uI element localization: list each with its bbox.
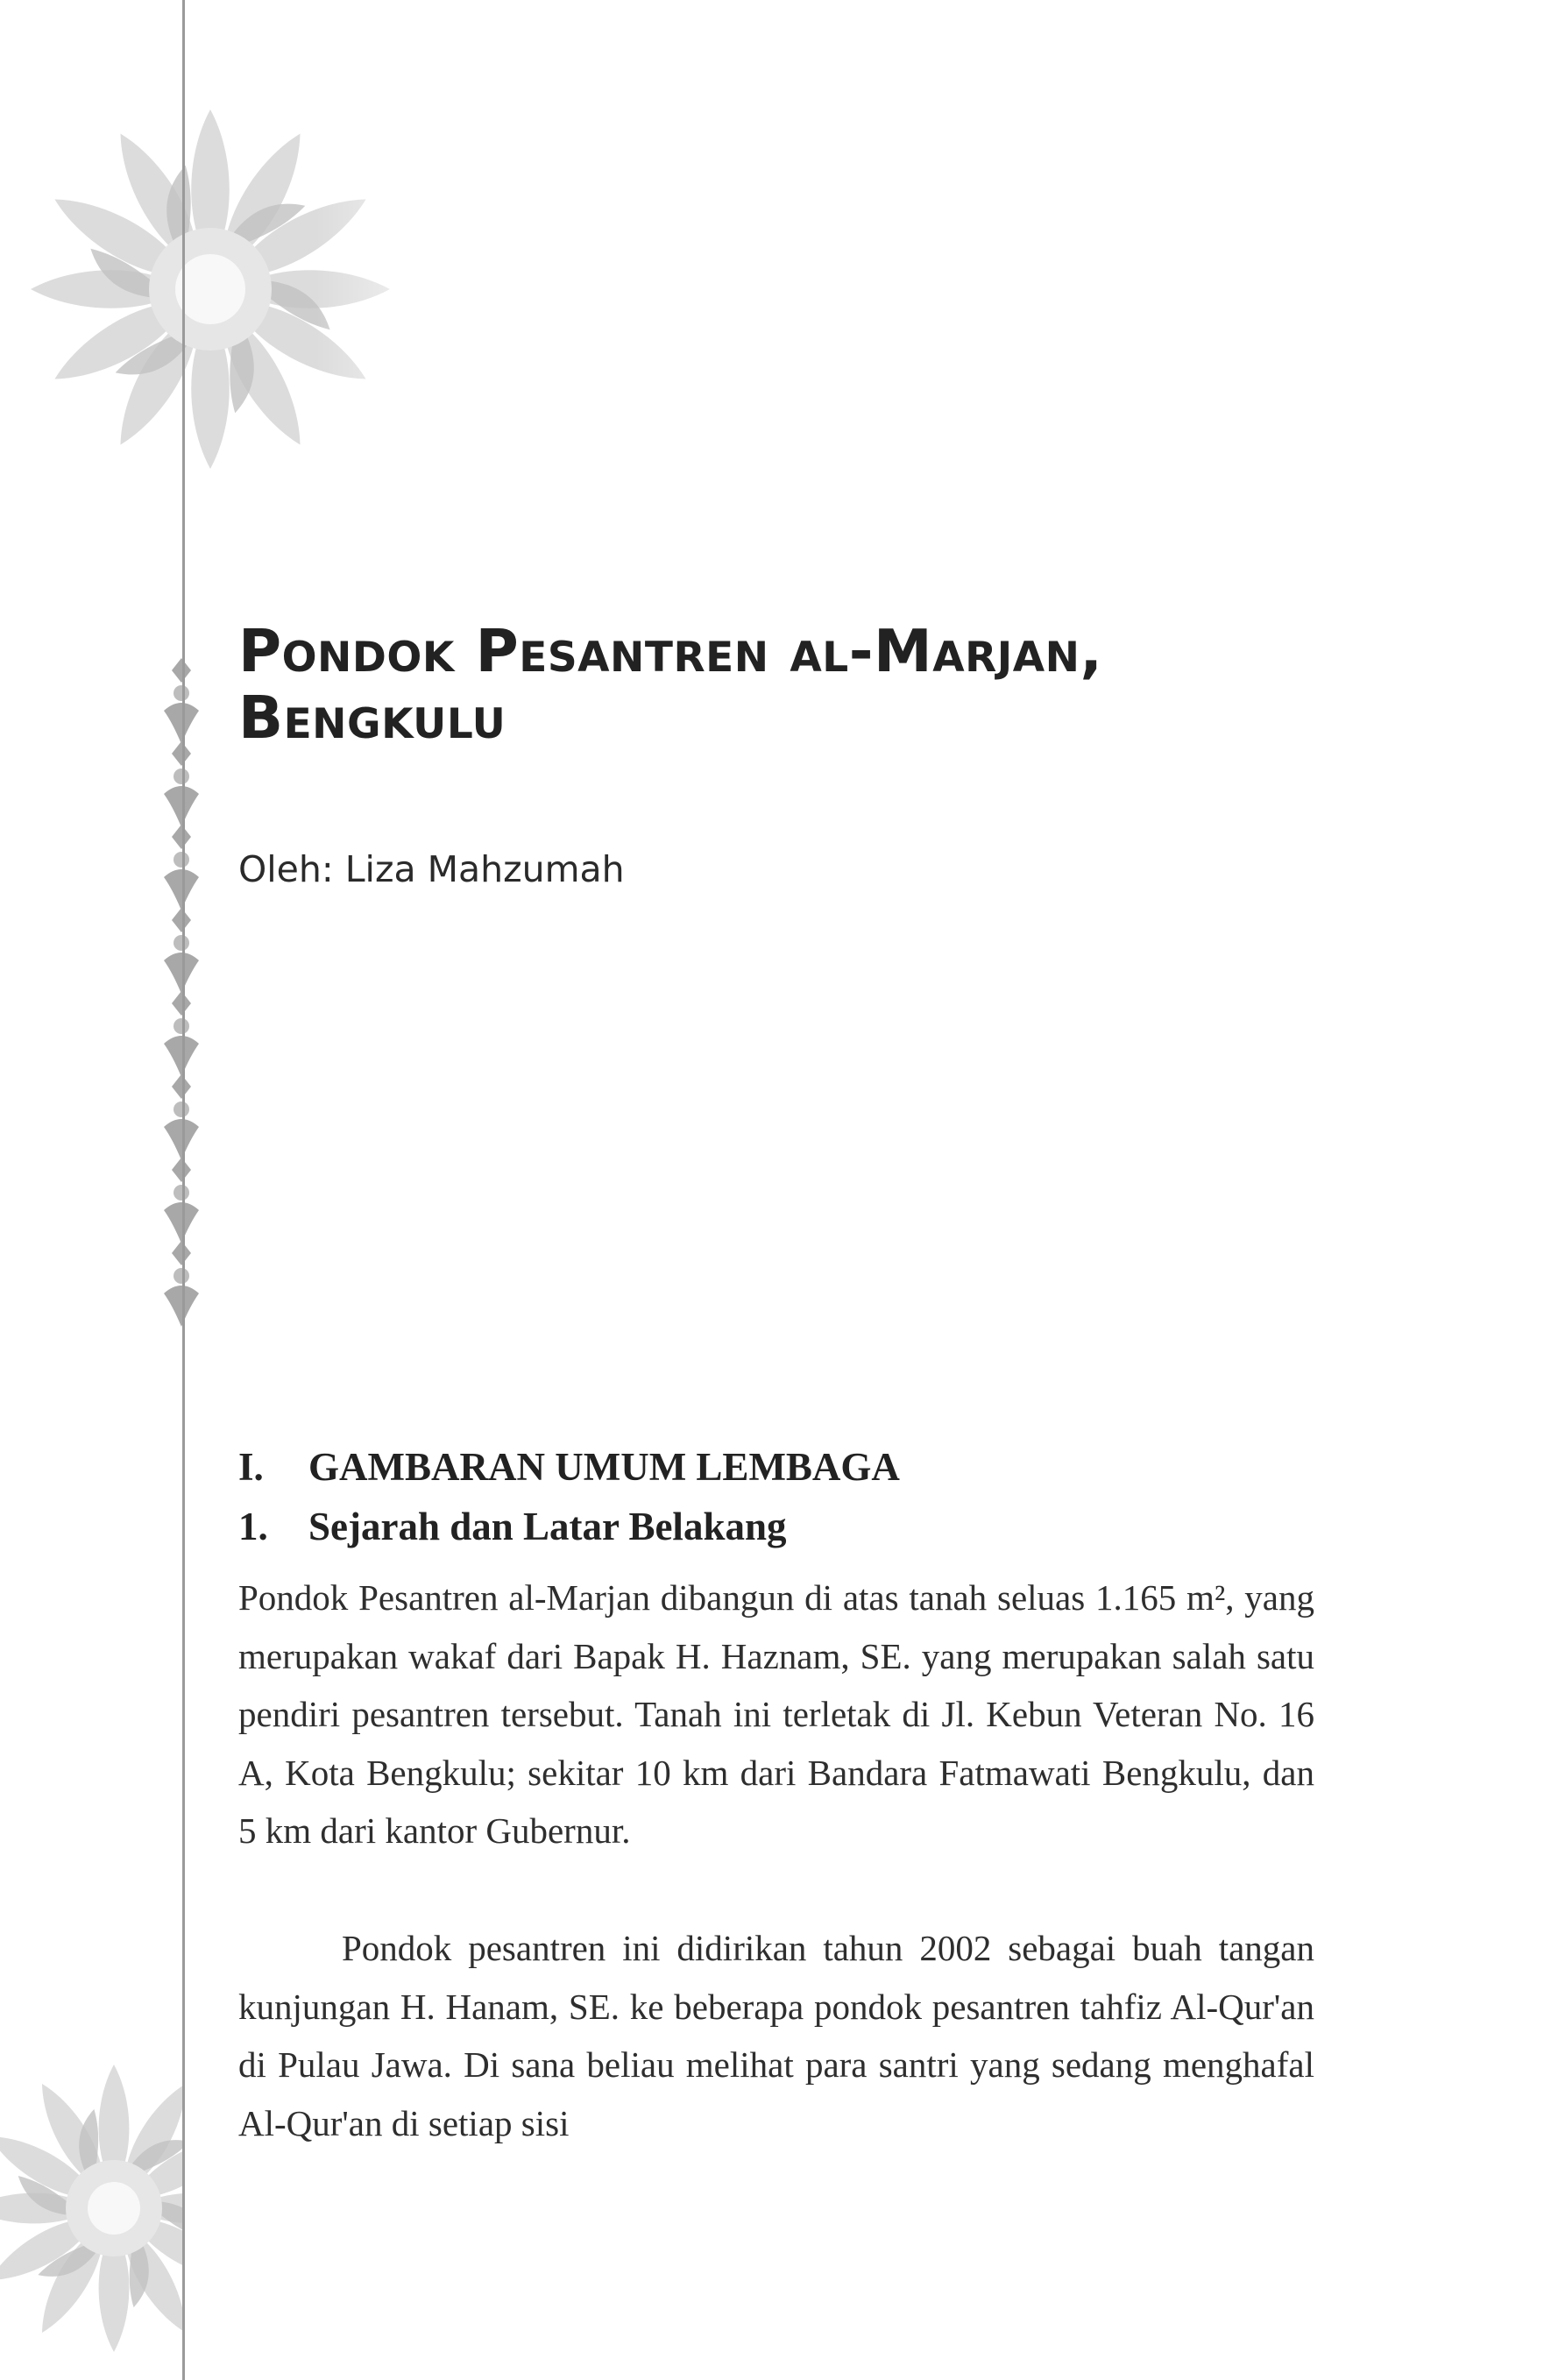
author-byline: Oleh: Liza Mahzumah (238, 848, 625, 890)
title-line-1: Pondok Pesantren al-Marjan, (238, 617, 1103, 685)
section-title: GAMBARAN UMUM LEMBAGA (308, 1445, 900, 1489)
page-title (238, 618, 1377, 751)
section-number: I. (238, 1445, 264, 1489)
subsection-heading (238, 1500, 787, 1553)
body-paragraph: Pondok Pesantren al-Marjan dibangun di atas tanah seluas 1.165 m², yang merupakan wakaf dari Bapak H. Haznam, SE. yang merupakan salah satu pendiri pesantren tersebut. Tanah ini terletak di Jl. Kebun Veteran No. 16 A, Kota Bengkulu; sekitar 10 km dari Bandara Fatmawati Bengkulu, dan 5 km dari kantor Gubernur. (238, 1577, 1314, 1851)
vertical-chain-ornament (164, 658, 199, 1327)
subsection-number: 1. (238, 1505, 268, 1548)
vertical-rule (182, 0, 185, 2380)
section-heading (238, 1441, 900, 1493)
subsection-title: Sejarah dan Latar Belakang (308, 1505, 787, 1548)
body-paragraph: Pondok pesantren ini didirikan tahun 2002 sebagai buah tangan kunjungan H. Hanam, SE. ke beberapa pondok pesantren tahfiz Al-Qur'an di Pulau Jawa. Di sana beliau melihat para santri yang sedang menghafal Al-Qur'an di setiap sisi (238, 1928, 1314, 2143)
title-line-2: Bengkulu (238, 684, 506, 752)
